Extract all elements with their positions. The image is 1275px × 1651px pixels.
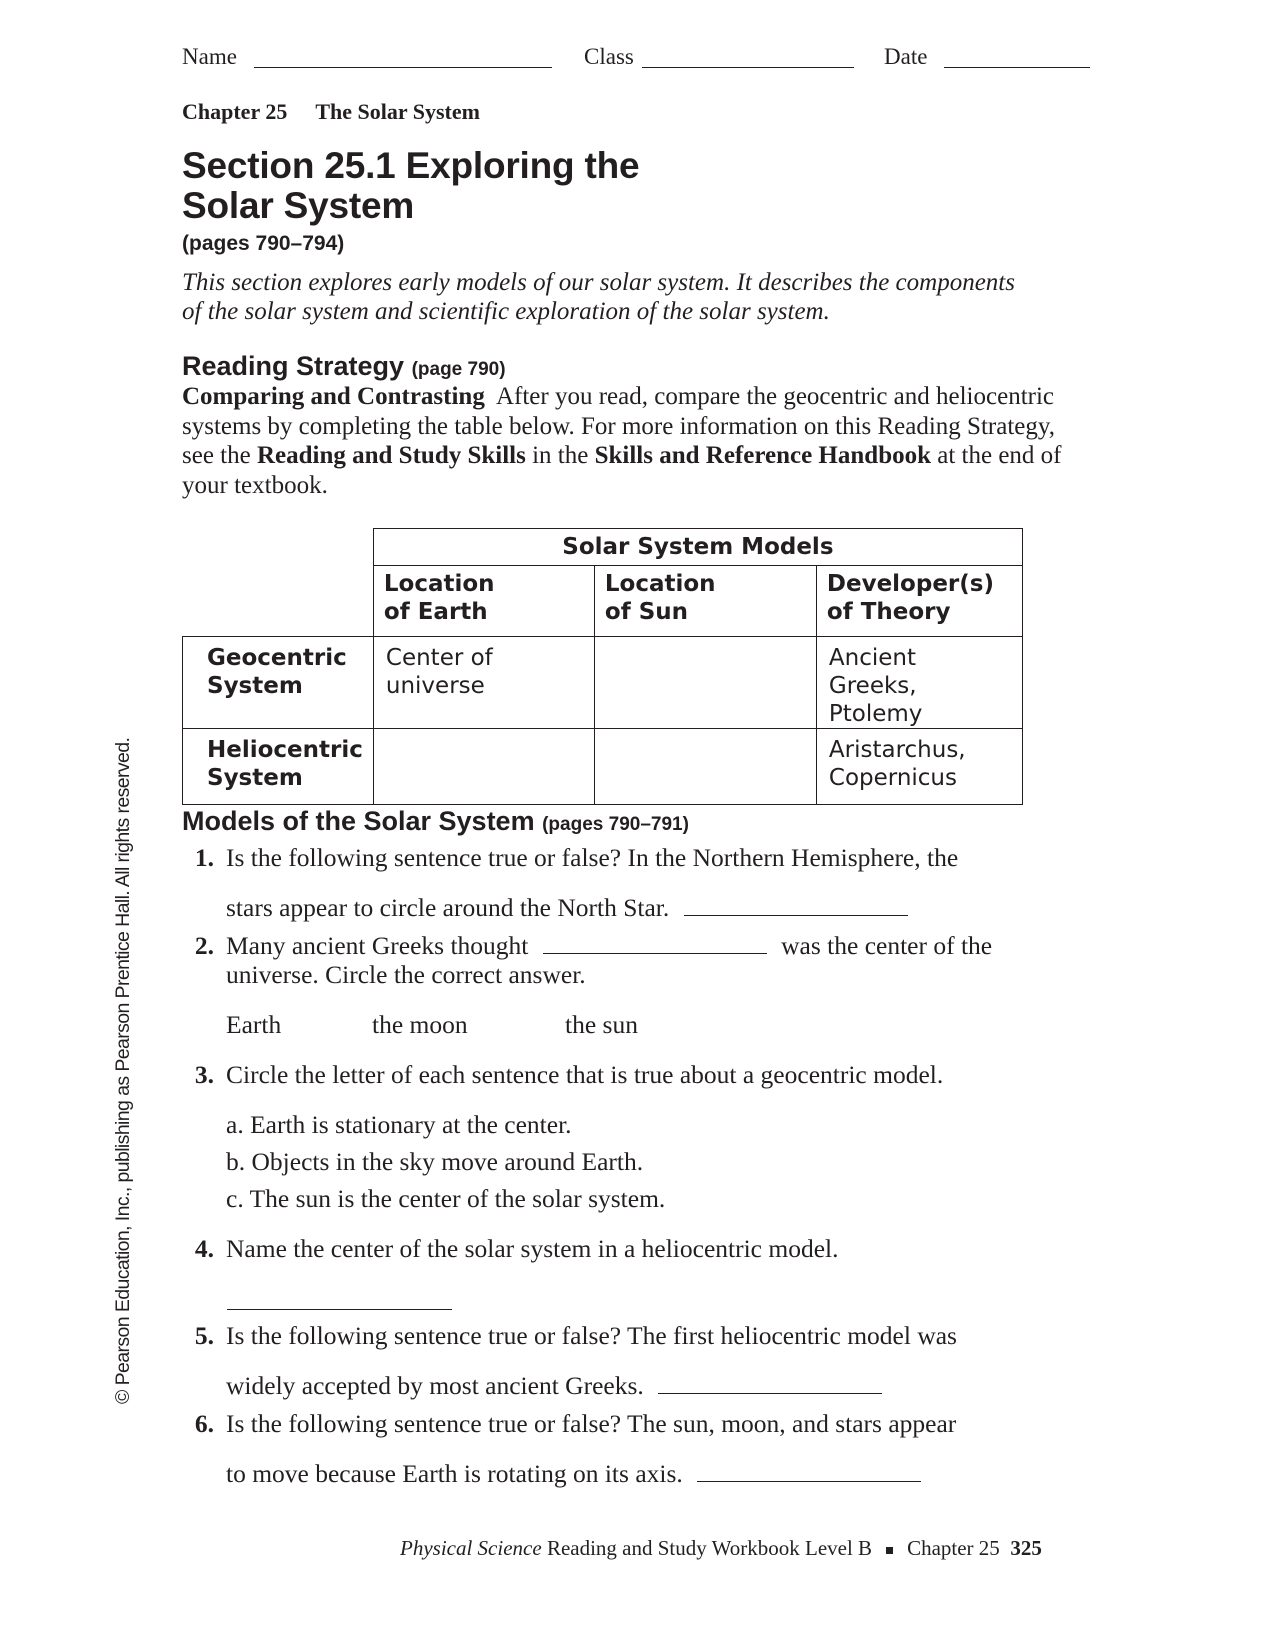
question-2-answer-blank[interactable] — [543, 952, 767, 954]
cell-heliocentric-developers: Aristarchus, Copernicus — [816, 729, 1022, 805]
strategy-text2: in the — [532, 442, 589, 469]
strategy-text3: at the end of your textbook. — [182, 442, 1062, 499]
copyright-notice: © Pearson Education, Inc., publishing as Pearson Prentice Hall. All rights reserved. — [112, 737, 134, 1404]
footer-book-title: Reading and Study Workbook Level B — [546, 1536, 873, 1560]
intro-line1: This section explores early models of our solar system. It describes the components — [182, 269, 1015, 296]
question-1-line2: stars appear to circle around the North Star. — [226, 893, 908, 923]
question-4-answer-blank[interactable] — [227, 1308, 452, 1310]
question-1-number: 1. — [194, 843, 214, 872]
row-header-geocentric: Geocentric System — [183, 637, 374, 729]
question-3-text: Circle the letter of each sentence that is true about a geocentric model. — [226, 1060, 944, 1089]
section-title-line2: Solar System — [182, 185, 415, 226]
choice-earth[interactable]: Earth — [226, 1010, 282, 1039]
section-title-line1: Section 25.1 Exploring the — [182, 145, 640, 186]
column-header-earth: Location of Earth — [373, 566, 594, 637]
name-label: Name — [182, 44, 237, 69]
cell-geocentric-developers: Ancient Greeks, Ptolemy — [816, 637, 1022, 729]
question-2-text: Many ancient Greeks thought was the center of the — [226, 931, 993, 960]
question-3-option-c[interactable]: c. The sun is the center of the solar system. — [226, 1184, 666, 1213]
question-2-number: 2. — [194, 931, 214, 960]
reading-strategy-title: Reading Strategy — [182, 351, 405, 381]
question-4-text: Name the center of the solar system in a heliocentric model. — [226, 1234, 839, 1263]
strategy-text1: After you read, compare the geocentric and heliocentric systems by completing the table below. For more information on this Reading Strategy, see the — [182, 383, 1055, 469]
strategy-bold1: Reading and Study Skills — [256, 442, 526, 469]
question-6-text: Is the following sentence true or false? The sun, moon, and stars appear — [226, 1409, 957, 1438]
question-5-text: Is the following sentence true or false? The first heliocentric model was — [226, 1321, 957, 1350]
question-5-number: 5. — [194, 1321, 214, 1350]
strategy-bold2: Skills and Reference Handbook — [594, 442, 931, 469]
footer-chapter: Chapter 25 — [907, 1536, 1000, 1560]
table-caption: Solar System Models — [373, 529, 1022, 566]
question-3-option-b[interactable]: b. Objects in the sky move around Earth. — [226, 1147, 644, 1176]
reading-strategy-pages: (page 790) — [411, 359, 506, 380]
chapter-title: The Solar System — [315, 99, 480, 124]
footer-book-italic: Physical Science — [400, 1536, 542, 1560]
footer-separator — [886, 1547, 893, 1554]
class-label: Class — [584, 44, 634, 69]
date-label: Date — [884, 44, 928, 69]
question-4-number: 4. — [194, 1234, 214, 1263]
question-1-answer-blank[interactable] — [684, 914, 908, 916]
column-header-sun: Location of Sun — [594, 566, 816, 637]
models-title: Models of the Solar System — [182, 806, 535, 836]
page-footer — [400, 1536, 1042, 1561]
intro-line2: of the solar system and scientific exploration of the solar system. — [182, 298, 830, 325]
choice-the-moon[interactable]: the moon — [372, 1010, 468, 1039]
question-5-line2: widely accepted by most ancient Greeks. — [226, 1371, 882, 1401]
models-pages: (pages 790–791) — [542, 814, 689, 835]
question-6-answer-blank[interactable] — [697, 1480, 921, 1482]
question-3-number: 3. — [194, 1060, 214, 1089]
column-header-developers: Developer(s) of Theory — [816, 566, 1022, 637]
question-6-line2: to move because Earth is rotating on its axis. — [226, 1459, 921, 1489]
question-2-line2: universe. Circle the correct answer. — [226, 960, 586, 989]
question-6-number: 6. — [194, 1409, 214, 1438]
strategy-lead: Comparing and Contrasting — [182, 383, 485, 410]
cell-geocentric-earth: Center of universe — [373, 637, 594, 729]
choice-the-sun[interactable]: the sun — [565, 1010, 638, 1039]
question-3-option-a[interactable]: a. Earth is stationary at the center. — [226, 1110, 572, 1139]
question-1-text: Is the following sentence true or false? In the Northern Hemisphere, the — [226, 843, 959, 872]
question-5-answer-blank[interactable] — [658, 1392, 882, 1394]
page-number: 325 — [1010, 1536, 1042, 1560]
section-pages: (pages 790–794) — [182, 232, 345, 255]
chapter-number: Chapter 25 — [182, 99, 288, 124]
row-header-heliocentric: Heliocentric System — [183, 729, 374, 805]
